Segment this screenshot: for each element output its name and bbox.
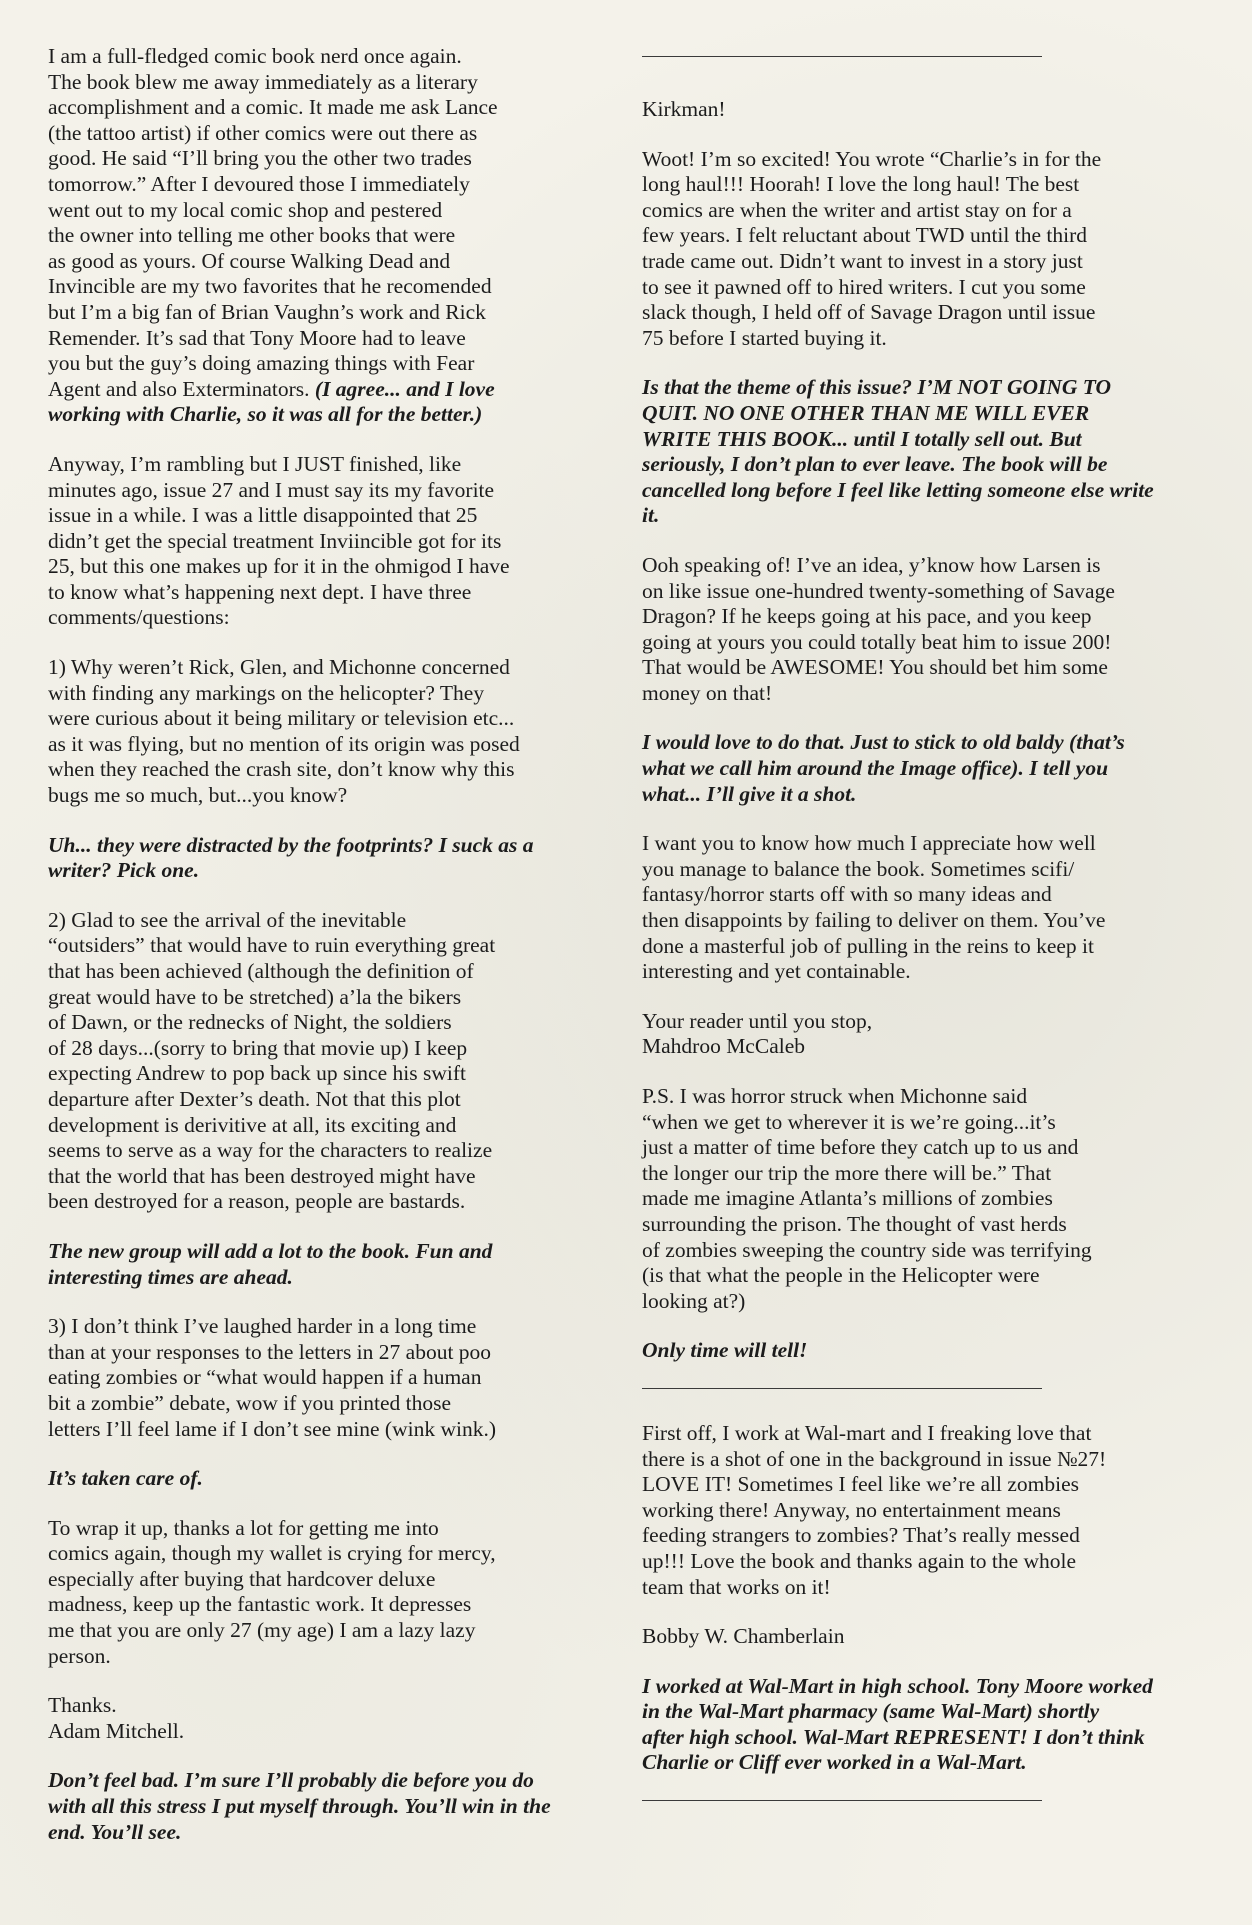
editor-reply: Only time will tell! xyxy=(642,1338,808,1363)
letter-paragraph: Ooh speaking of! I’ve an idea, y’know how Larsen is on like issue one-hundred twenty-something of Savage Dragon? If he keeps going at his pace, and you keep going at yours you could totally beat him to issue 200! That would be AWESOME! You should bet him some money on that! xyxy=(642,552,1115,705)
letter-signoff: Bobby W. Chamberlain xyxy=(642,1624,845,1649)
letter-paragraph: 1) Why weren’t Rick, Glen, and Michonne concerned with finding any markings on the helicopter? They were curious about it being military or television etc... as it was flying, but no mention of its origin was posed when they reached the crash site, don’t know why this bugs me so much, but...you know? xyxy=(48,655,520,808)
editor-reply: Uh... they were distracted by the footprints? I suck as a writer? Pick one. xyxy=(48,832,534,883)
right-column xyxy=(642,44,1207,1833)
letter-paragraph: First off, I work at Wal-mart and I freaking love that there is a shot of one in the background in issue №27! LOVE IT! Sometimes I feel like we’re all zombies working there! Anyway, no entertainment means feeding strangers to zombies? That’s really messed up!!! Love the book and thanks again to the whole team that works on it! xyxy=(642,1420,1107,1599)
letter-divider xyxy=(642,1388,1042,1389)
letter-paragraph: Woot! I’m so excited! You wrote “Charlie’s in for the long haul!!! Hoorah! I love the long haul! The best comics are when the writer and artist stay on for a few years. I felt reluctant about TWD until the third trade came out. Didn’t want to invest in a story just to see it pawned off to hired writers. I cut you some slack though, I held off of Savage Dragon until issue 75 before I started buying it. xyxy=(642,146,1102,350)
letter-paragraph: 3) I don’t think I’ve laughed harder in a long time than at your responses to the letters in 27 about poo eating zombies or “what would happen if a human bit a zombie” debate, wow if you printed those letters I’ll feel lame if I don’t see mine (wink wink.) xyxy=(48,1314,496,1441)
letter-paragraph: P.S. I was horror struck when Michonne said “when we get to wherever it is we’re going...it’s just a matter of time before they catch up to us and the longer our trip the more there will be.” That made me imagine Atlanta’s millions of zombies surrounding the prison. The thought of vast herds of zombies sweeping the country side was terrifying (is that what the people in the Helicopter were looking at?) xyxy=(642,1084,1092,1313)
editor-reply: It’s taken care of. xyxy=(48,1466,203,1491)
editor-reply: The new group will add a lot to the book. Fun and interesting times are ahead. xyxy=(48,1238,493,1289)
letter-paragraph: To wrap it up, thanks a lot for getting me into comics again, though my wallet is crying for mercy, especially after buying that hardcover deluxe madness, keep up the fantastic work. It depresses me that you are only 27 (my age) I am a lazy lazy person. xyxy=(48,1515,496,1668)
editor-reply: Don’t feel bad. I’m sure I’ll probably die before you do with all this stress I put myself through. You’ll win in the end. You’ll see. xyxy=(48,1768,551,1844)
editor-reply: Is that the theme of this issue? I’M NOT GOING TO QUIT. NO ONE OTHER THAN ME WILL EVER WRITE THIS BOOK... until I totally sell out. But seriously, I don’t plan to ever leave. The book will be cancelled long before I feel like letting someone else write it. xyxy=(642,375,1154,528)
left-column xyxy=(48,44,614,1869)
letter-signoff: Your reader until you stop, Mahdroo McCaleb xyxy=(642,1008,873,1059)
letter-divider xyxy=(642,56,1042,57)
letter-text: I am a full-fledged comic book nerd once again. The book blew me away immediately as a literary accomplishment and a comic. It made me ask Lance (the tattoo artist) if other comics were out there as good. He said “I’ll bring you the other two trades tomorrow.” After I devoured those I immediately went out to my local comic shop and pestered the owner into telling me other books that were as good as yours. Of course Walking Dead and Invincible are my two favorites that he recomended but I’m a big fan of Brian Vaughn’s work and Rick Remender. It’s sad that Tony Moore had to leave you but the guy’s doing amazing things with Fear Agent and also Exterminators. xyxy=(48,44,498,401)
editor-reply-inline: (I agree... and I love working with Charlie, so it was all for the better.) xyxy=(48,376,495,427)
letter-paragraph: Anyway, I’m rambling but I JUST finished, like minutes ago, issue 27 and I must say its my favorite issue in a while. I was a little disappointed that 25 didn’t get the special treatment Inviincible got for its 25, but this one makes up for it in the ohmigod I have to know what’s happening next dept. I have three comments/questions: xyxy=(48,451,510,630)
editor-reply: I worked at Wal-Mart in high school. Tony Moore worked in the Wal-Mart pharmacy (same Wal-Mart) shortly after high school. Wal-Mart REPRESENT! I don’t think Charlie or Cliff ever worked in a Wal-Mart. xyxy=(642,1673,1153,1775)
editor-reply: I would love to do that. Just to stick to old baldy (that’s what we call him around the Image office). I tell you what... I’ll give it a shot. xyxy=(642,730,1125,806)
letter-salutation: Kirkman! xyxy=(642,97,726,121)
letter-paragraph: 2) Glad to see the arrival of the inevitable “outsiders” that would have to ruin everything great that has been achieved (although the definition of great would have to be stretched) a’la the bikers of Dawn, or the rednecks of Night, the soldiers of 28 days...(sorry to bring that movie up) I keep expecting Andrew to pop back up since his swift departure after Dexter’s death. Not that this plot development is derivitive at all, its exciting and seems to serve as a way for the characters to realize that the world that has been destroyed might have been destroyed for a reason, people are bastards. xyxy=(48,907,496,1214)
letter-paragraph: I want you to know how much I appreciate how well you manage to balance the book. Sometimes scifi/ fantasy/horror starts off with so many ideas and then disappoints by failing to deliver on them. You’ve done a masterful job of pulling in the reins to keep it interesting and yet containable. xyxy=(642,831,1106,984)
letter-paragraph xyxy=(48,44,614,428)
letter-divider xyxy=(642,1800,1042,1801)
letter-signoff: Thanks. Adam Mitchell. xyxy=(48,1693,185,1743)
